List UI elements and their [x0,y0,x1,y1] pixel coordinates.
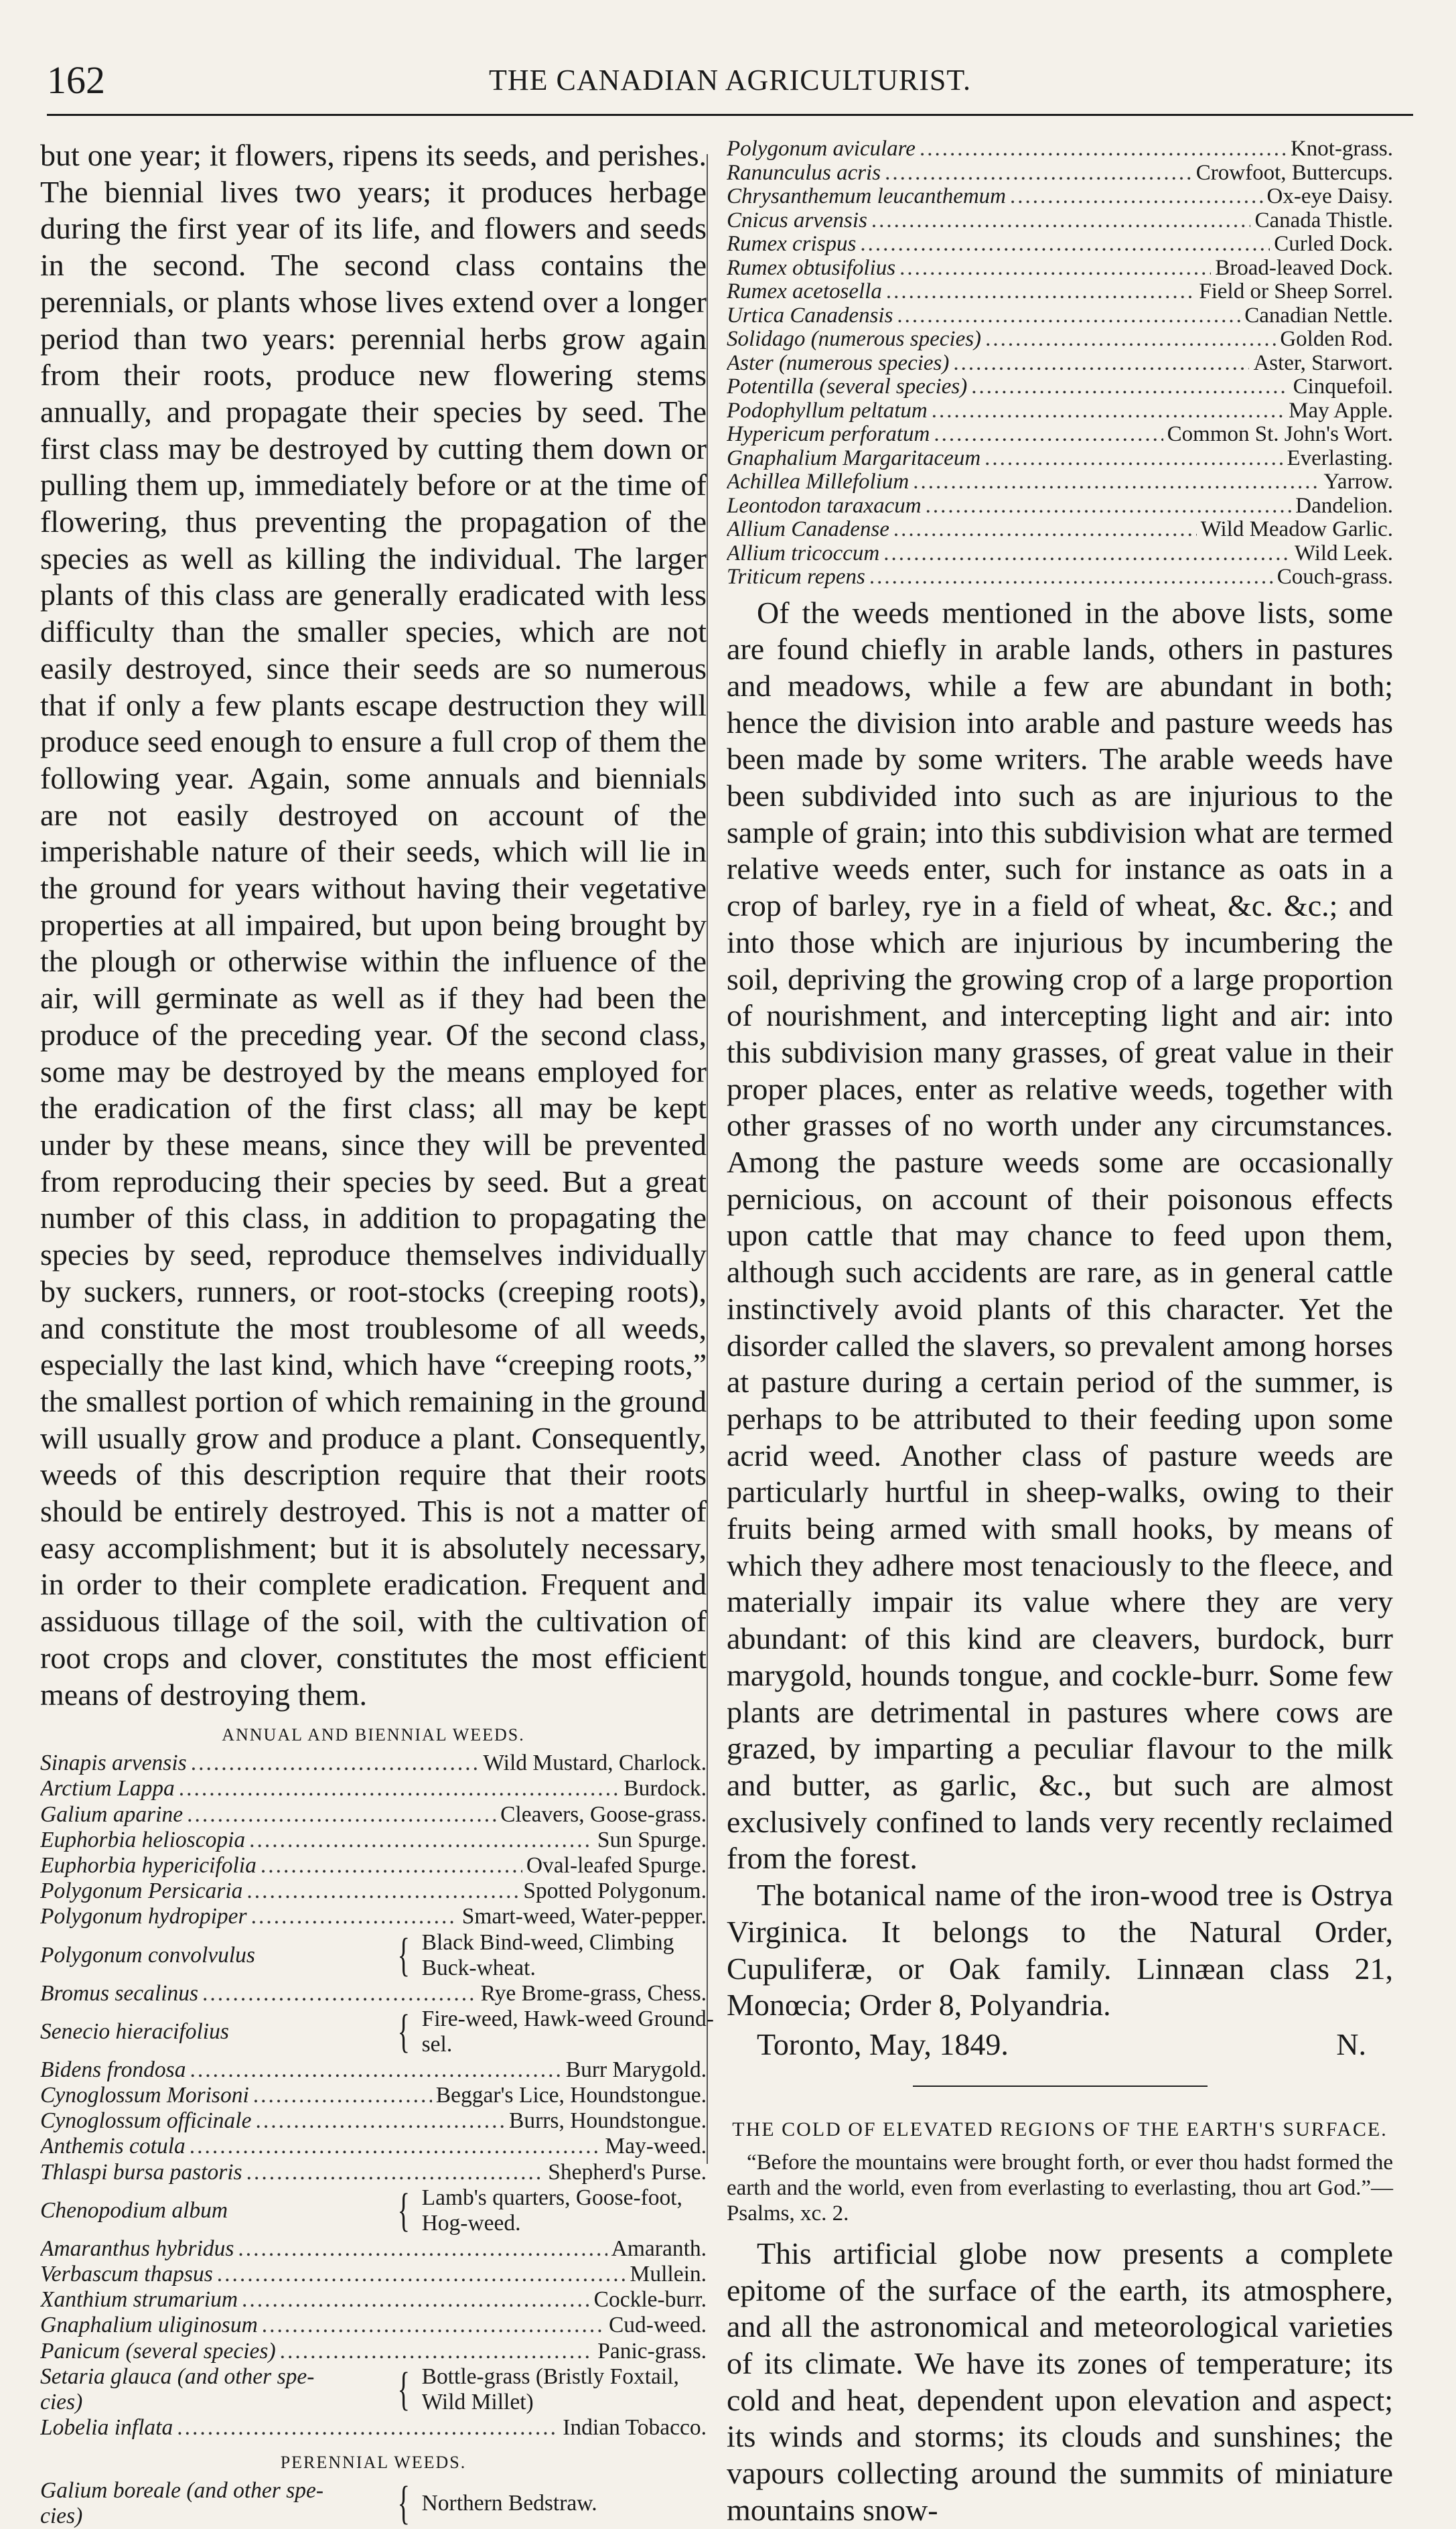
brace-glyph: { [397,1929,411,1981]
leader-dots [177,2415,559,2441]
list-item [40,2364,707,2415]
annual-weeds-list [40,1751,714,2441]
latin-name: Setaria glauca (and other spe- [40,2364,315,2389]
common-name: Broad-leaved Dock. [1215,256,1393,280]
latin-name-continued: cies) [40,2504,83,2529]
latin-name: Cynoglossum Morisoni [40,2083,249,2108]
latin-name: Arctium Lappa [40,1776,175,1801]
common-name: Wild Mustard, Charlock. [483,1751,707,1776]
leader-dots [280,2339,594,2364]
common-name: Mullein. [630,2262,707,2287]
latin-name: Urtica Canadensis [727,303,893,328]
common-name: Crowfoot, Buttercups. [1195,161,1393,185]
latin-name: Verbascum thapsus [40,2262,213,2287]
latin-name: Triticum repens [727,565,865,589]
latin-name: Galium boreale (and other spe- [40,2478,324,2504]
common-name-block [422,1930,674,1981]
common-name: Couch-grass. [1277,565,1393,589]
common-name: Cud-weed. [608,2313,707,2338]
common-name: Panic-grass. [597,2338,707,2364]
leader-dots [242,2287,590,2313]
list-item [727,137,1393,161]
perennial-weeds-list [40,2478,707,2529]
running-title: THE CANADIAN AGRICULTURIST. [489,64,971,96]
leader-dots [932,399,1285,423]
latin-name: Sinapis arvensis [40,1751,187,1776]
latin-name: Podophyllum peltatum [727,399,928,423]
common-name: May-weed. [605,2134,707,2159]
leader-dots [926,494,1292,519]
latin-name: Chrysanthemum leucanthemum [727,185,1007,208]
latin-name: Aster (numerous species) [727,351,950,375]
list-item [40,1930,707,1981]
leader-dots [190,2057,561,2083]
leader-dots [913,470,1319,494]
latin-name: Leontodon taraxacum [727,494,922,518]
common-name: Bottle-grass (Bristly Foxtail, [421,2364,679,2389]
list-item [727,399,1393,423]
latin-name: Cynoglossum officinale [40,2108,252,2134]
list-item [727,209,1393,233]
common-name: Field or Sheep Sorrel. [1199,280,1393,303]
signature-line [727,2027,1393,2063]
common-name: Wild Meadow Garlic. [1200,518,1393,541]
common-name: Beggar's Lice, Houndstongue. [435,2083,707,2108]
common-name: Golden Rod. [1280,328,1393,351]
latin-name-continued: cies) [40,2389,83,2414]
signature-place-date: Toronto, May, 1849. [757,2027,1009,2061]
list-heading: ANNUAL AND BIENNIAL WEEDS. [222,1725,525,1745]
leader-dots [934,423,1163,447]
latin-name: Polygonum hydropiper [40,1904,247,1929]
leader-dots [238,2236,607,2262]
common-name: Oval-leafed Spurge. [526,1853,707,1878]
list-item [727,280,1393,304]
article-title: THE COLD OF ELEVATED REGIONS OF THE EARTH'S SURFACE. [732,2118,1388,2140]
common-name: Shepherd's Purse. [548,2159,707,2185]
left-column [40,137,714,2529]
list-item [727,423,1393,447]
leader-dots [920,137,1287,161]
list-item [727,161,1393,186]
common-name: Knot-grass. [1290,137,1393,161]
list-item [40,2057,707,2083]
list-heading: PERENNIAL WEEDS. [280,2453,467,2473]
common-name: Burr Marygold. [565,2057,707,2082]
latin-name: Hypericum perforatum [727,423,930,446]
list-item [727,494,1393,519]
common-name-continued: Buck-wheat. [421,1955,536,1980]
leader-dots [899,257,1211,281]
section-divider [913,2086,1208,2087]
latin-name: Senecio hieracifolius [40,2019,229,2044]
latin-name: Polygonum aviculare [727,137,916,161]
common-name: Dandelion. [1295,494,1393,518]
list-item [40,2339,707,2364]
leader-dots [253,2083,432,2108]
common-name: Black Bind-weed, Climbing [421,1929,674,1955]
leader-dots [860,232,1270,257]
leader-dots [885,161,1192,186]
list-item [40,1904,707,1929]
perennial-weeds-list-continued [727,137,1393,590]
leader-dots [985,328,1276,352]
common-name: Cleavers, Goose-grass. [500,1801,707,1827]
paragraph: The botanical name of the iron-wood tree is Ostrya Virginica. It belongs to the Natural Order, Cupuliferæ, or Oak family. Linnæan class 21, Monœcia; Order 8, Polyandria. [727,1878,1393,2023]
list-item [40,2287,707,2313]
list-item [40,1828,707,1853]
leader-dots [869,565,1273,590]
signature-initial: N. [1336,2027,1366,2061]
leader-dots [191,1751,480,1776]
right-column [727,137,1393,2529]
leader-dots [261,1853,522,1878]
list-item [727,185,1393,209]
list-item [40,2478,707,2529]
common-name-block [422,2006,714,2057]
leader-dots [251,1904,458,1929]
latin-name: Lobelia inflata [40,2414,173,2440]
common-name: Burdock. [624,1776,707,1801]
list-item [727,257,1393,281]
leader-dots [202,1981,477,2006]
list-item [727,304,1393,328]
latin-name: Amaranthus hybridus [40,2236,234,2261]
latin-name: Thlaspi bursa pastoris [40,2159,242,2185]
common-name: Lamb's quarters, Goose-foot, [421,2185,682,2210]
latin-name-block [40,2478,388,2529]
common-name-continued: Hog-weed. [421,2210,521,2236]
common-name-block [422,2491,597,2516]
brace-glyph: { [397,2363,411,2415]
common-name: Yarrow. [1323,470,1393,494]
paragraph: Of the weeds mentioned in the above lists, some are found chiefly in arable lands, others in pastures and meadows, while a few are abundant in both; hence the division into arable and pasture weeds has been made by some writers. The arable weeds have been subdivided into such as are injurious to the sample of grain; into this subdivision what are termed relative weeds enter, such for instance as oats in a crop of barley, rye in a field of wheat, &c. &c.; and into those which are injurious by incumbering the soil, depriving the growing crop of a large proportion of nourishment, and intercepting light and air: into this subdivision many grasses, of great value in their proper places, enter as relative weeds, together with other grasses of no worth under any circumstances. Among the pasture weeds some are occasionally pernicious, on account of their poisonous effects upon cattle that may chance to feed upon them, although such accidents are rare, as in general cattle instinctively avoid plants of this character. Yet the disorder called the slavers, so prevalent among horses at pasture during a certain period of the summer, is perhaps to be attributed to their feeding upon some acrid weed. Another class of pasture weeds are particularly hurtful in sheep-walks, owing to their fruits being armed with small hooks, by means of which they adhere most tenaciously to the fleece, and materially impair its value where they are very abundant: of this kind are cleavers, burdock, burr marygold, hounds tongue, and cockle-burr. Some few plants are detrimental in pastures where cows are grazed, by imparting a peculiar flavour to the milk and butter, as garlic, &c., but such are almost exclusively confined to lands very recently reclaimed from the forest. [727,595,1393,1876]
list-item [40,1802,707,1828]
leader-dots [953,352,1249,376]
common-name-block [422,2185,682,2236]
latin-name: Euphorbia hypericifolia [40,1853,257,1878]
brace-glyph: { [397,2184,411,2236]
list-item [727,518,1393,542]
latin-name: Euphorbia helioscopia [40,1827,246,1852]
list-item [40,2415,707,2441]
leader-dots [971,375,1289,399]
latin-name: Panicum (several species) [40,2338,276,2364]
list-item [40,2108,707,2134]
latin-name: Ranunculus acris [727,161,881,185]
list-item [40,1981,707,2006]
column-rule [707,154,708,2164]
leader-dots [1010,185,1263,209]
list-item [40,2134,707,2159]
latin-name: Allium tricoccum [727,541,880,565]
latin-name: Gnaphalium Margaritaceum [727,446,981,470]
brace-glyph: { [397,2477,411,2529]
list-item [727,565,1393,590]
latin-name: Rumex crispus [727,232,857,256]
list-item [40,2313,707,2338]
latin-name: Achillea Millefolium [727,470,909,494]
list-item [40,2185,707,2236]
common-name-block [422,2364,679,2415]
leader-dots [883,542,1291,566]
latin-name: Rumex acetosella [727,280,882,303]
leader-dots [246,2160,544,2185]
latin-name: Bidens frondosa [40,2057,186,2082]
common-name: Burrs, Houndstongue. [509,2108,707,2134]
latin-name-block [40,2198,388,2224]
list-item [40,2236,707,2262]
list-item [727,447,1393,471]
leader-dots [246,1878,519,1904]
leader-dots [249,1828,593,1853]
common-name: Canadian Nettle. [1244,303,1393,328]
list-item [727,232,1393,257]
latin-name: Chenopodium album [40,2197,228,2223]
common-name: May Apple. [1289,399,1393,423]
common-name: Sun Spurge. [597,1827,707,1852]
latin-name: Polygonum convolvulus [40,1942,255,1968]
common-name: Indian Tobacco. [563,2414,707,2440]
latin-name-block [40,1943,388,1968]
list-item [40,2160,707,2185]
list-item [727,375,1393,399]
latin-name: Xanthium strumarium [40,2287,238,2313]
latin-name: Cnicus arvensis [727,208,867,232]
list-item [40,1853,707,1878]
common-name: Spotted Polygonum. [523,1878,707,1904]
leader-dots [886,280,1195,304]
list-item [40,2262,707,2287]
common-name: Curled Dock. [1274,232,1393,256]
brace-glyph: { [397,2005,411,2057]
leader-dots [179,1776,620,1801]
paragraph: This artificial globe now presents a complete epitome of the surface of the earth, its atmosphere, and all the astronomical and meteorological varieties of its climate. We have its zones of temperature; its cold and heat, dependent upon elevation and aspect; its winds and storms; its clouds and sunshines; the vapours collecting around the summits of miniature mountains snow- [727,2236,1393,2527]
common-name: Amaranth. [611,2236,707,2261]
common-name-continued: Wild Millet) [421,2389,534,2414]
latin-name: Bromus secalinus [40,1980,199,2006]
latin-name: Polygonum Persicaria [40,1878,243,1904]
latin-name: Anthemis cotula [40,2134,186,2159]
common-name: Rye Brome-grass, Chess. [480,1980,707,2006]
leader-dots [985,447,1283,471]
leader-dots [871,209,1251,233]
list-item [40,1776,707,1801]
list-item [40,2005,714,2057]
latin-name: Rumex obtusifolius [727,256,896,280]
common-name: Smart-weed, Water-pepper. [461,1904,707,1929]
latin-name: Allium Canadense [727,518,889,541]
common-name: Everlasting. [1287,446,1393,470]
common-name: Aster, Starwort. [1253,351,1393,375]
list-item [727,470,1393,494]
list-item [40,2083,707,2108]
latin-name: Solidago (numerous species) [727,328,982,351]
leader-dots [217,2262,626,2287]
leader-dots [262,2313,605,2338]
common-name: Cockle-burr. [593,2287,707,2313]
epigraph-quote: “Before the mountains were brought forth, or ever thou hadst formed the earth and the world, even from everlasting to everlasting, thou art God.”—Psalms, xc. 2. [727,2150,1393,2226]
leader-dots [897,304,1240,328]
common-name: Fire-weed, Hawk-weed Ground- [421,2006,714,2031]
page-number: 162 [47,58,105,102]
list-item [40,1751,707,1776]
latin-name: Potentilla (several species) [727,375,968,399]
list-item [727,328,1393,352]
list-item [727,542,1393,566]
common-name: Northern Bedstraw. [421,2491,597,2516]
leader-dots [893,518,1197,542]
leader-dots [187,1802,496,1828]
common-name: Ox-eye Daisy. [1266,185,1393,208]
list-item [40,1878,707,1904]
common-name: Cinquefoil. [1293,375,1393,399]
latin-name: Gnaphalium uliginosum [40,2313,258,2338]
common-name-continued: sel. [421,2031,453,2057]
latin-name-block [40,2364,388,2415]
paragraph: but one year; it flowers, ripens its seeds, and perishes. The biennial lives two years; it produces herbage during the first year of its life, and flowers and seeds in the second. The second class contains the perennials, or plants whose lives extend over a longer period than two years: perennial herbs grow again from their roots, produce new flowering stems annually, and propagate their species by seed. The first class may be destroyed by cutting them down or pulling them up, immediately before or at the time of flowering, thus preventing the propagation of the species as well as killing the individual. The larger plants of this class are generally eradicated with less difficulty than the smaller species, which are not easily destroyed, since their seeds are so numerous that if only a few plants escape destruction they will produce seed enough to ensure a full crop of them the following year. Again, some annuals and biennials are not easily destroyed on account of the imperishable nature of their seeds, which will lie in the ground for years without having their vegetative properties at all impaired, but upon being brought by the plough or otherwise within the influence of the air, will germinate as well as if they had been the produce of the preceding year. Of the second class, some may be destroyed by the means employed for the eradication of the first class; all may be kept under by these means, since they will be prevented from reproducing their species by seed. But a great number of this class, in addition to propagating the species by seed, reproduce themselves individually by suckers, runners, or root-stocks (creeping roots), and constitute the most troublesome of all weeds, especially the last kind, which have “creeping roots,” the smallest portion of which remaining in the ground will usually grow and produce a plant. Consequently, weeds of this description require that their roots should be entirely destroyed. This is not a matter of easy accomplishment; but it is absolutely necessary, in order to their complete eradication. Frequent and assiduous tillage of the soil, with the cultivation of root crops and clover, constitutes the most efficient means of destroying them. [40,138,707,1712]
page-header [47,54,1413,116]
common-name: Canada Thistle. [1254,208,1393,232]
list-item [727,352,1393,376]
leader-dots [255,2108,505,2134]
latin-name-block [40,2019,388,2045]
common-name: Common St. John's Wort. [1167,423,1393,446]
leader-dots [190,2134,601,2159]
common-name: Wild Leek. [1294,541,1393,565]
latin-name: Galium aparine [40,1801,184,1827]
